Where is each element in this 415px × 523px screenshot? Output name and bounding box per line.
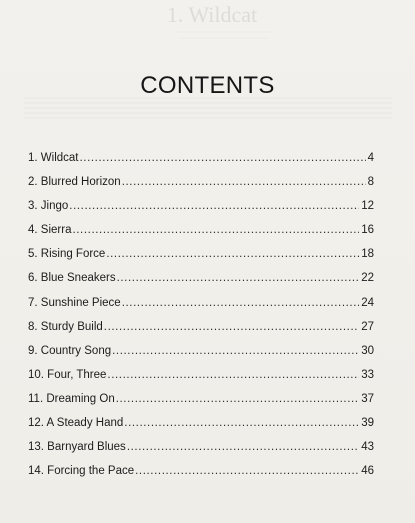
toc-entry[interactable] <box>28 459 374 483</box>
toc-entry[interactable] <box>28 146 374 170</box>
toc-entry-title: 4. Sierra <box>28 224 72 237</box>
toc-entry-page-number: 27 <box>361 320 374 333</box>
toc-entry-title: 11. Dreaming On <box>28 392 115 405</box>
toc-entry[interactable] <box>28 218 374 242</box>
dot-leader <box>104 315 359 339</box>
toc-entry-page-number: 39 <box>361 417 374 430</box>
toc-entry[interactable] <box>28 194 374 218</box>
toc-entry[interactable] <box>28 435 374 459</box>
toc-entry-page-number: 24 <box>361 296 374 309</box>
dot-leader <box>135 459 359 483</box>
toc-entry-title: 9. Country Song <box>28 344 112 357</box>
toc-entry-page-number: 33 <box>361 368 374 381</box>
toc-entry-title: 3. Jingo <box>28 200 69 213</box>
dot-leader <box>116 387 359 411</box>
toc-entry-page-number: 4 <box>367 152 374 164</box>
toc-entry-title: 7. Sunshine Piece <box>28 296 121 309</box>
dot-leader <box>124 411 359 435</box>
toc-entry-page-number: 37 <box>361 392 374 405</box>
toc-entry-page-number: 12 <box>361 200 374 213</box>
toc-entry[interactable] <box>28 315 374 339</box>
toc-entry-page-number: 18 <box>361 248 374 261</box>
page-title: CONTENTS <box>140 72 275 99</box>
dot-leader <box>127 435 359 459</box>
toc-entry-page-number: 43 <box>361 441 374 454</box>
toc-entry-page-number: 16 <box>361 224 374 237</box>
toc-entry-title: 5. Rising Force <box>28 248 106 261</box>
toc-entry-page-number: 8 <box>367 176 374 189</box>
ghost-staff-lines <box>24 98 392 118</box>
toc-entry-title: 12. A Steady Hand <box>28 417 124 430</box>
dot-leader <box>69 194 359 218</box>
toc-entry-page-number: 22 <box>361 272 374 285</box>
dot-leader <box>72 218 359 242</box>
toc-entry-title: 1. Wildcat <box>28 152 79 164</box>
toc-entry[interactable] <box>28 387 374 411</box>
dot-leader <box>122 291 360 315</box>
dot-leader <box>117 266 360 290</box>
dot-leader <box>80 146 366 170</box>
toc-entry-title: 8. Sturdy Build <box>28 320 103 333</box>
toc-entry-page-number: 30 <box>361 344 374 357</box>
toc-entry-title: 6. Blue Sneakers <box>28 272 116 285</box>
toc-entry[interactable] <box>28 242 374 266</box>
toc-entry[interactable] <box>28 363 374 387</box>
toc-entry[interactable] <box>28 339 374 363</box>
toc-entry[interactable] <box>28 291 374 315</box>
dot-leader <box>106 242 359 266</box>
ghost-heading: 1. Wildcat <box>166 2 258 27</box>
toc-entry-page-number: 46 <box>361 465 374 478</box>
dot-leader <box>107 363 359 387</box>
dot-leader <box>122 170 366 194</box>
dot-leader <box>112 339 359 363</box>
toc-entry-title: 2. Blurred Horizon <box>28 176 121 189</box>
toc-entry-title: 14. Forcing the Pace <box>28 465 135 478</box>
toc-entry[interactable] <box>28 170 374 194</box>
table-of-contents <box>28 146 374 483</box>
toc-entry-title: 13. Barnyard Blues <box>28 441 126 454</box>
toc-entry[interactable] <box>28 266 374 290</box>
toc-entry[interactable] <box>28 411 374 435</box>
toc-entry-title: 10. Four, Three <box>28 368 107 381</box>
